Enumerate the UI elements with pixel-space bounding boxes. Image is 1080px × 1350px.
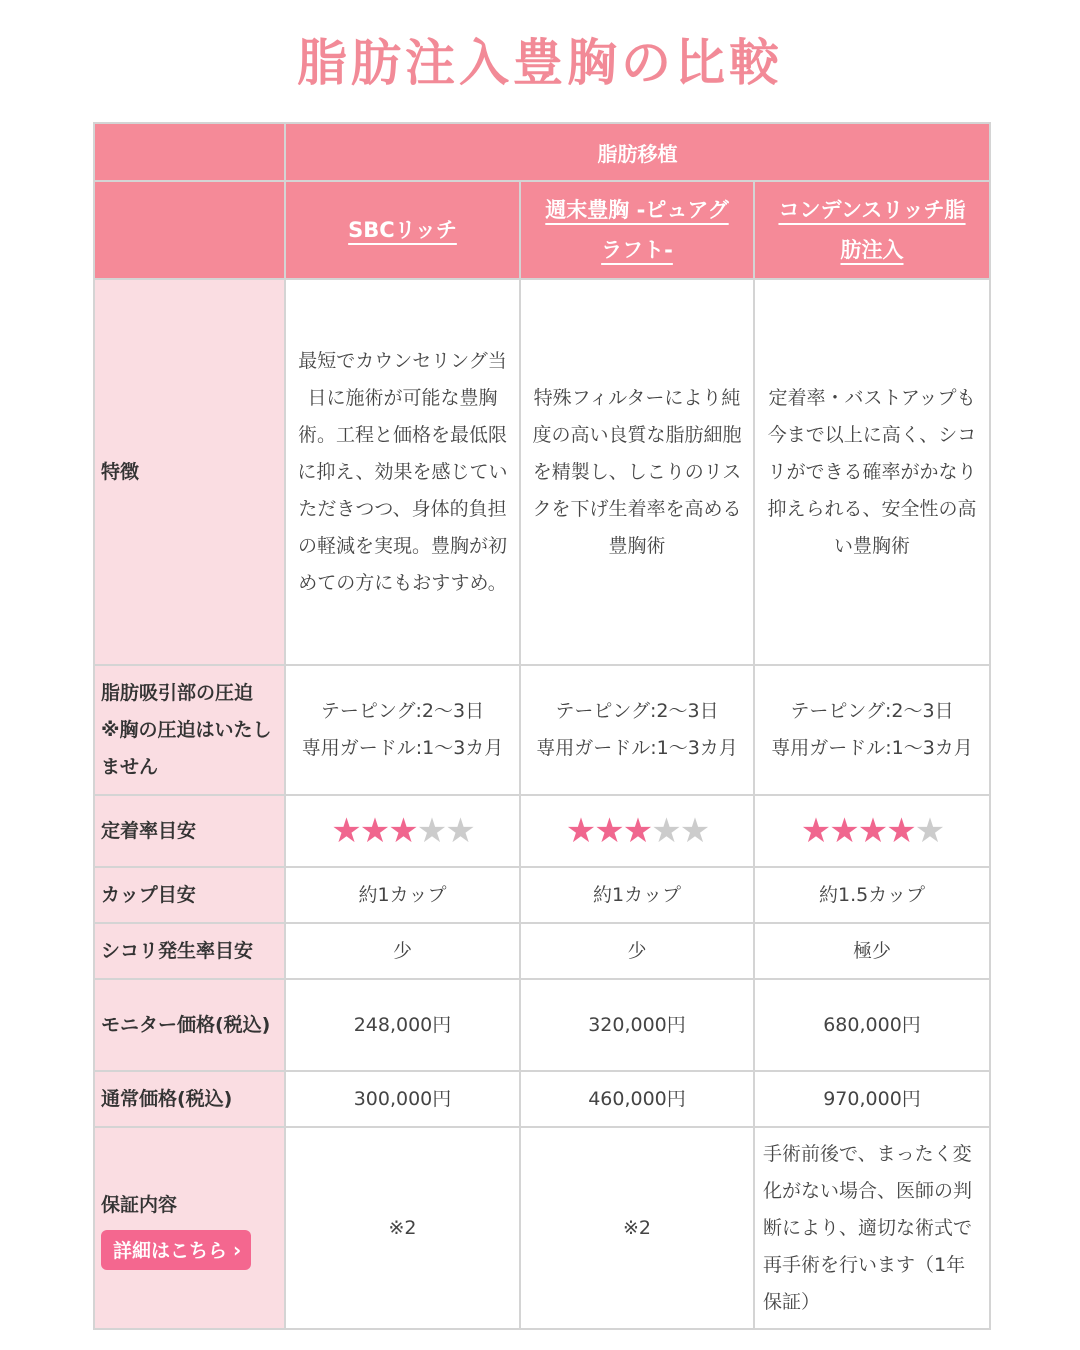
cell-compression-pure-graft [520, 665, 754, 795]
star-filled-icon: ★★★ [331, 811, 417, 851]
compression-note: ※胸の圧迫はいたしません [101, 718, 272, 778]
details-button-label: 詳細はこちら [113, 1239, 228, 1262]
link-condense-rich[interactable]: コンデンスリッチ脂肪注入 [778, 198, 966, 262]
header-corner-cell [94, 123, 285, 181]
cell-compression-condense [754, 665, 990, 795]
taping-duration: テーピング:2〜3日 [790, 700, 954, 722]
table-row-cup [94, 867, 990, 923]
row-label-compression [94, 665, 285, 795]
cell-regular-price-sbc: 300,000円 [285, 1071, 520, 1127]
header-corner-cell-2 [94, 181, 285, 279]
page-title: 脂肪注入豊胸の比較 [297, 34, 783, 92]
cell-guarantee-sbc: ※2 [285, 1127, 520, 1329]
table-row-compression [94, 665, 990, 795]
row-label-fixation: 定着率目安 [94, 795, 285, 867]
row-label-regular-price: 通常価格(税込) [94, 1071, 285, 1127]
cell-monitor-price-pure-graft: 320,000円 [520, 979, 754, 1071]
cell-cup-condense: 約1.5カップ [754, 867, 990, 923]
cell-cup-sbc: 約1カップ [285, 867, 520, 923]
cell-features-sbc: 最短でカウンセリング当日に施術が可能な豊胸術。工程と価格を最低限に抑え、効果を感じていただきつつ、身体的負担の軽減を実現。豊胸が初めての方にもおすすめ。 [285, 279, 520, 665]
row-label-features: 特徴 [94, 279, 285, 665]
row-label-cup: カップ目安 [94, 867, 285, 923]
star-empty-icon: ★★ [651, 811, 709, 851]
cell-lump-condense: 極少 [754, 923, 990, 979]
cell-monitor-price-condense: 680,000円 [754, 979, 990, 1071]
table-row-lump [94, 923, 990, 979]
star-rating-pure-graft [520, 795, 754, 867]
star-rating-sbc [285, 795, 520, 867]
taping-duration: テーピング:2〜3日 [555, 700, 719, 722]
table-row-features [94, 279, 990, 665]
girdle-duration: 専用ガードル:1〜3カ月 [771, 737, 973, 759]
cell-lump-pure-graft: 少 [520, 923, 754, 979]
row-label-monitor-price: モニター価格(税込) [94, 979, 285, 1071]
star-empty-icon: ★ [914, 811, 944, 851]
table-row-guarantee [94, 1127, 990, 1329]
compression-label: 脂肪吸引部の圧迫 [101, 681, 254, 704]
link-sbc-rich[interactable]: SBCリッチ [348, 218, 457, 242]
column-header-pure-graft [520, 181, 754, 279]
cell-cup-pure-graft: 約1カップ [520, 867, 754, 923]
cell-features-condense: 定着率・バストアップも今まで以上に高く、シコリができる確率がかなり抑えられる、安全性の高い豊胸術 [754, 279, 990, 665]
group-header: 脂肪移植 [285, 123, 990, 181]
column-header-condense-rich [754, 181, 990, 279]
girdle-duration: 専用ガードル:1〜3カ月 [536, 737, 738, 759]
table-row-fixation [94, 795, 990, 867]
cell-guarantee-condense: 手術前後で、まったく変化がない場合、医師の判断により、適切な術式で再手術を行います（1年保証） [754, 1127, 990, 1329]
guarantee-label: 保証内容 [101, 1193, 178, 1216]
details-button[interactable] [101, 1230, 251, 1270]
cell-compression-sbc [285, 665, 520, 795]
header-group-row [94, 123, 990, 181]
cell-guarantee-pure-graft: ※2 [520, 1127, 754, 1329]
cell-monitor-price-sbc: 248,000円 [285, 979, 520, 1071]
star-filled-icon: ★★★★ [800, 811, 915, 851]
table-row-regular-price [94, 1071, 990, 1127]
header-column-row [94, 181, 990, 279]
row-label-lump: シコリ発生率目安 [94, 923, 285, 979]
cell-features-pure-graft: 特殊フィルターにより純度の高い良質な脂肪細胞を精製し、しこりのリスクを下げ生着率を高める豊胸術 [520, 279, 754, 665]
cell-lump-sbc: 少 [285, 923, 520, 979]
star-filled-icon: ★★★ [565, 811, 652, 851]
chevron-right-icon: › [233, 1237, 242, 1262]
star-empty-icon: ★★ [416, 811, 474, 851]
taping-duration: テーピング:2〜3日 [320, 700, 485, 722]
column-header-sbc-rich [285, 181, 520, 279]
table-row-monitor-price [94, 979, 990, 1071]
star-rating-condense [754, 795, 990, 867]
girdle-duration: 専用ガードル:1〜3カ月 [301, 737, 504, 759]
link-pure-graft[interactable]: 週末豊胸 -ピュアグラフト- [545, 198, 729, 262]
cell-regular-price-condense: 970,000円 [754, 1071, 990, 1127]
row-label-guarantee [94, 1127, 285, 1329]
comparison-table [93, 122, 991, 1330]
cell-regular-price-pure-graft: 460,000円 [520, 1071, 754, 1127]
